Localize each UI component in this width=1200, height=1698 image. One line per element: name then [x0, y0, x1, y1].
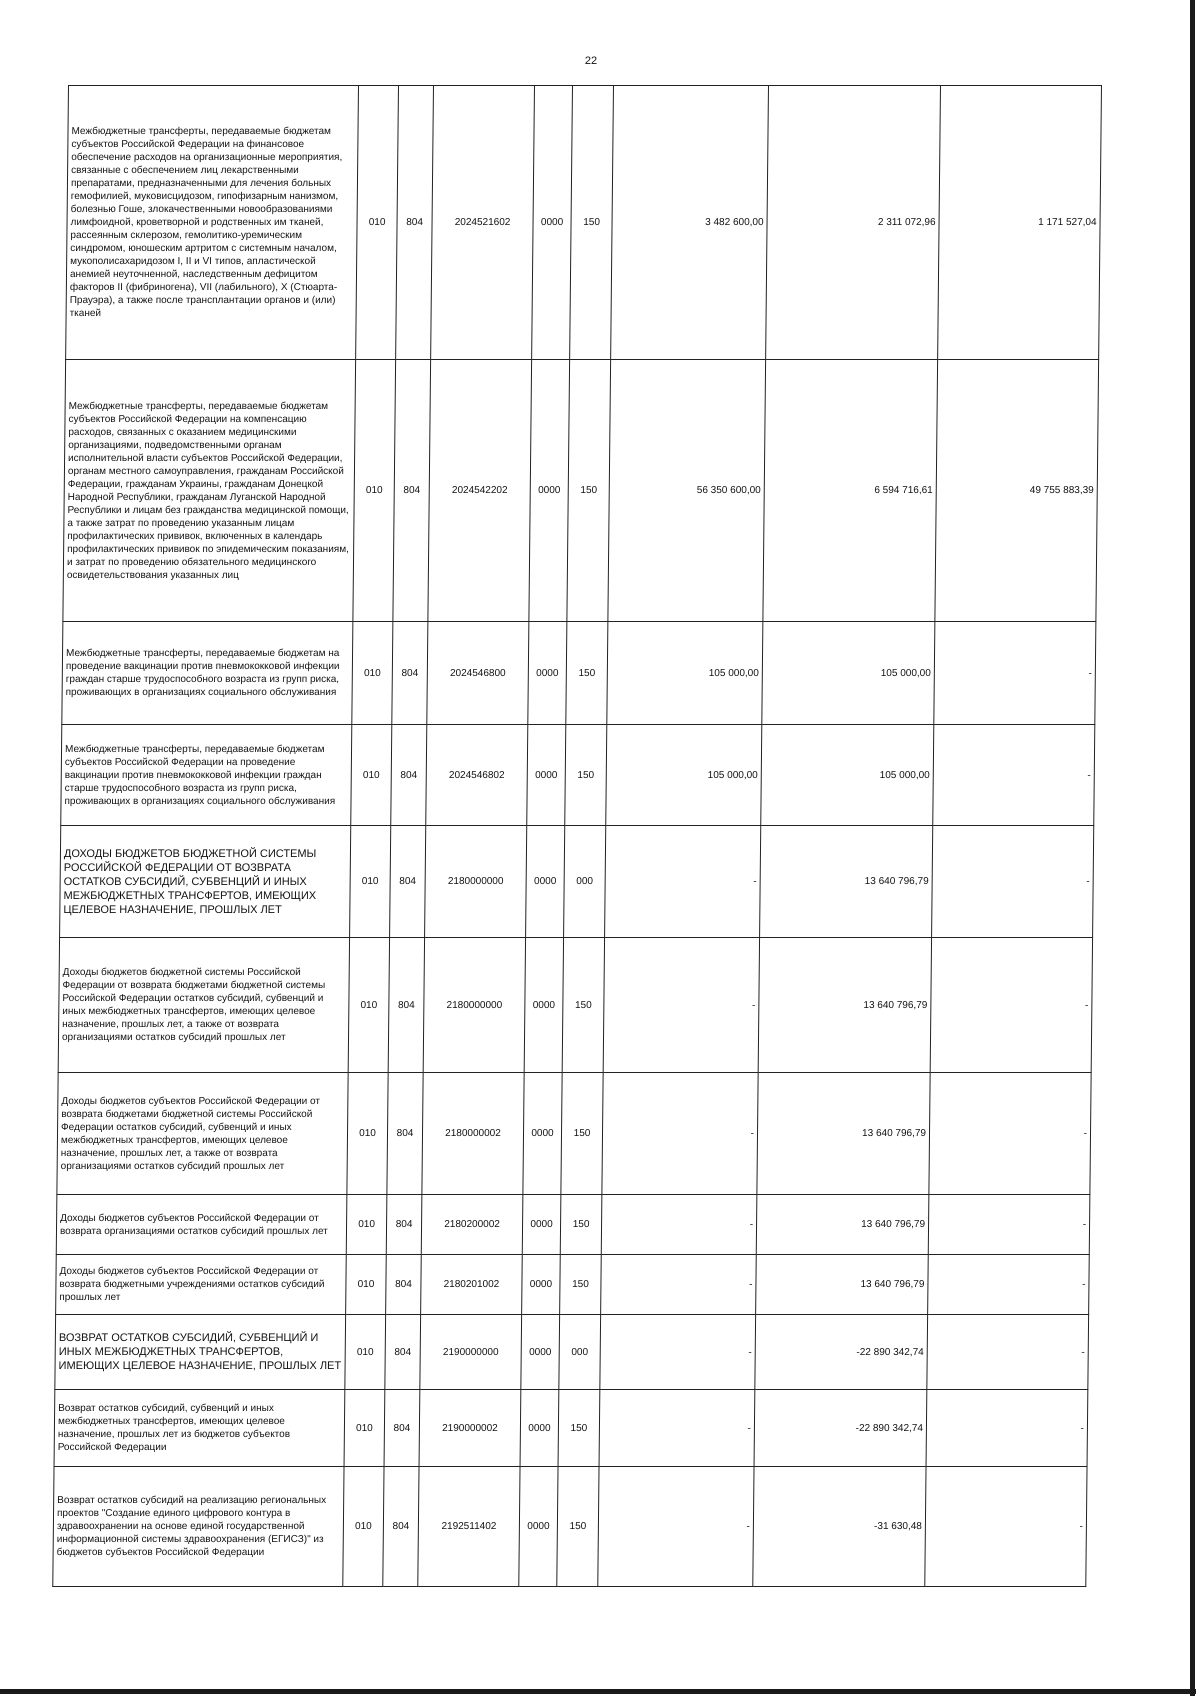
executed-amount: 6 594 716,61: [763, 360, 938, 622]
approved-amount: -: [599, 1390, 755, 1467]
page-number: 22: [584, 55, 598, 67]
row-description: Межбюджетные трансферты, передаваемые бюджетам субъектов Российской Федерации на компенсацию расходов, связанных с оказанием медицинскими организациями, подведомственными органам исполнительной власти субъектов Российской Федерации, органам местного самоуправления, гражданам Российской Федерации, гражданам Украины, гражданам Донецкой Народной Республики, гражданам Луганской Народной Республики и лицам без гражданства медицинской помощи, а также затрат по проведению указанным лицам профилактических прививок, включенных в календарь профилактических прививок по эпидемическим показаниям, и затрат по проведению обязательного медицинского освидетельствования указанных лиц: [63, 360, 356, 622]
revenue-code: 2190000002: [419, 1390, 521, 1467]
revenue-code: 2024542202: [428, 360, 532, 622]
admin-code: 010: [343, 1467, 384, 1587]
admin-code: 010: [352, 622, 393, 725]
program-code: 0000: [522, 1195, 561, 1255]
row-description: Межбюджетные трансферты, передаваемые бюджетам субъектов Российской Федерации на финансовое обеспечение расходов на организационные мероприятия, связанные с обеспечением лиц лекарственными препаратами, предназначенными для лечения больных гемофилией, муковисцидозом, гипофизарным нанизмом, болезнью Гоше, злокачественными новообразованиями лимфоидной, кроветворной и родственных им тканей, рассеянным склерозом, гемолитико-уремическим синдромом, юношеским артритом с системным началом, мукополисахаридозом I, II и VI типов, апластической анемией неуточненной, наследственным дефицитом факторов II (фибриногена), VII (лабильного), X (Стюарта-Прауэра), а также после трансплантации органов и (или) тканей: [66, 86, 359, 360]
classification-code: 150: [567, 360, 611, 622]
row-description: ВОЗВРАТ ОСТАТКОВ СУБСИДИЙ, СУБВЕНЦИЙ И ИНЫХ МЕЖБЮДЖЕТНЫХ ТРАНСФЕРТОВ, ИМЕЮЩИХ ЦЕЛЕВОЕ НАЗНАЧЕНИЕ, ПРОШЛЫХ ЛЕТ: [55, 1315, 346, 1390]
page-frame-bottom-edge: [0, 1689, 1196, 1694]
chief-admin-code: 804: [390, 826, 426, 938]
classification-code: 150: [561, 1073, 603, 1195]
remaining-amount: -: [932, 826, 1094, 938]
classification-code: 000: [559, 1315, 601, 1390]
approved-amount: -: [601, 1195, 757, 1255]
table-row: [63, 360, 1099, 622]
table-row: [60, 826, 1094, 938]
classification-code: 150: [558, 1390, 600, 1467]
table-row: [62, 622, 1096, 725]
program-code: 0000: [527, 725, 566, 826]
approved-amount: -: [602, 1073, 758, 1195]
approved-amount: 3 482 600,00: [611, 86, 769, 360]
remaining-amount: -: [930, 938, 1092, 1073]
classification-code: 000: [564, 826, 606, 938]
chief-admin-code: 804: [386, 1195, 422, 1255]
approved-amount: -: [598, 1467, 754, 1587]
budget-table: [52, 85, 1102, 1587]
executed-amount: 13 640 796,79: [757, 1073, 930, 1195]
approved-amount: -: [605, 826, 761, 938]
admin-code: 010: [350, 826, 391, 938]
chief-admin-code: 804: [393, 360, 431, 622]
executed-amount: -31 630,48: [753, 1467, 926, 1587]
chief-admin-code: 804: [385, 1315, 421, 1390]
classification-code: 150: [570, 86, 614, 360]
admin-code: 010: [353, 360, 396, 622]
approved-amount: -: [603, 938, 759, 1073]
executed-amount: 105 000,00: [761, 725, 934, 826]
row-description: Возврат остатков субсидий на реализацию региональных проектов "Создание единого цифрового контура в здравоохранении на основе единой государственной информационной системы здравоохранения (ЕГИСЗ)" из бюджетов субъектов Российской Федерации: [53, 1467, 344, 1587]
table-row: [54, 1390, 1088, 1467]
remaining-amount: -: [933, 725, 1095, 826]
admin-code: 010: [346, 1195, 387, 1255]
remaining-amount: -: [928, 1255, 1090, 1315]
program-code: 0000: [524, 938, 563, 1073]
executed-amount: 2 311 072,96: [766, 86, 941, 360]
classification-code: 150: [565, 725, 607, 826]
remaining-amount: 49 755 883,39: [935, 360, 1099, 622]
classification-code: 150: [560, 1255, 602, 1315]
revenue-code: 2024546802: [426, 725, 528, 826]
program-code: 0000: [520, 1390, 559, 1467]
row-description: Доходы бюджетов субъектов Российской Федерации от возврата бюджетами бюджетной системы Российской Федерации остатков субсидий, субвенций и иных межбюджетных трансфертов, имеющих целевое назначение, прошлых лет, а также от возврата организациями остатков субсидий прошлых лет: [57, 1073, 348, 1195]
chief-admin-code: 804: [383, 1467, 419, 1587]
program-code: 0000: [528, 622, 567, 725]
revenue-code: 2192511402: [418, 1467, 520, 1587]
executed-amount: 13 640 796,79: [758, 938, 931, 1073]
table-row: [58, 938, 1092, 1073]
row-description: Возврат остатков субсидий, субвенций и иных межбюджетных трансфертов, имеющих целевое назначение, прошлых лет из бюджетов субъектов Российской Федерации: [54, 1390, 345, 1467]
remaining-amount: 1 171 527,04: [938, 86, 1102, 360]
table-row: [57, 1073, 1091, 1195]
revenue-code: 2180000000: [425, 826, 527, 938]
table-row: [56, 1195, 1090, 1255]
admin-code: 010: [348, 938, 389, 1073]
row-description: ДОХОДЫ БЮДЖЕТОВ БЮДЖЕТНОЙ СИСТЕМЫ РОССИЙСКОЙ ФЕДЕРАЦИИ ОТ ВОЗВРАТА ОСТАТКОВ СУБСИДИЙ, СУБВЕНЦИЙ И ИНЫХ МЕЖБЮДЖЕТНЫХ ТРАНСФЕРТОВ, ИМЕЮЩИХ ЦЕЛЕВОЕ НАЗНАЧЕНИЕ, ПРОШЛЫХ ЛЕТ: [60, 826, 351, 938]
revenue-code: 2190000000: [420, 1315, 522, 1390]
executed-amount: 105 000,00: [762, 622, 935, 725]
chief-admin-code: 804: [388, 938, 424, 1073]
remaining-amount: -: [929, 1073, 1091, 1195]
table-row: [55, 1315, 1089, 1390]
table-row: [53, 1467, 1087, 1587]
table-row: [66, 86, 1102, 360]
revenue-code: 2024546800: [427, 622, 529, 725]
remaining-amount: -: [927, 1315, 1089, 1390]
revenue-code: 2180000002: [422, 1073, 524, 1195]
program-code: 0000: [526, 826, 565, 938]
page-frame-right-edge: [1190, 0, 1195, 1696]
program-code: 0000: [519, 1467, 558, 1587]
revenue-code: 2180200002: [421, 1195, 523, 1255]
executed-amount: 13 640 796,79: [756, 1255, 929, 1315]
admin-code: 010: [356, 86, 399, 360]
admin-code: 010: [346, 1255, 387, 1315]
table-row: [61, 725, 1095, 826]
approved-amount: 56 350 600,00: [608, 360, 766, 622]
approved-amount: 105 000,00: [607, 622, 763, 725]
classification-code: 150: [557, 1467, 599, 1587]
approved-amount: -: [601, 1255, 757, 1315]
chief-admin-code: 804: [396, 86, 434, 360]
chief-admin-code: 804: [391, 725, 427, 826]
chief-admin-code: 804: [387, 1073, 423, 1195]
remaining-amount: -: [928, 1195, 1090, 1255]
chief-admin-code: 804: [384, 1390, 420, 1467]
remaining-amount: -: [925, 1467, 1087, 1587]
chief-admin-code: 804: [392, 622, 428, 725]
executed-amount: 13 640 796,79: [756, 1195, 929, 1255]
row-description: Доходы бюджетов субъектов Российской Федерации от возврата бюджетными учреждениями остатков субсидий прошлых лет: [56, 1255, 347, 1315]
admin-code: 010: [347, 1073, 388, 1195]
row-description: Доходы бюджетов бюджетной системы Российской Федерации от возврата бюджетами бюджетной системы Российской Федерации остатков субсидий, субвенций и иных межбюджетных трансфертов, имеющих целевое назначение, прошлых лет, а также от возврата организациями остатков субсидий прошлых лет: [58, 938, 349, 1073]
classification-code: 150: [562, 938, 604, 1073]
program-code: 0000: [523, 1073, 562, 1195]
admin-code: 010: [345, 1315, 386, 1390]
approved-amount: 105 000,00: [606, 725, 762, 826]
row-description: Межбюджетные трансферты, передаваемые бюджетам субъектов Российской Федерации на проведение вакцинации против пневмококковой инфекции граждан старше трудоспособного возраста из групп риска, проживающих в организациях социального обслуживания: [61, 725, 352, 826]
remaining-amount: -: [926, 1390, 1088, 1467]
admin-code: 010: [344, 1390, 385, 1467]
approved-amount: -: [600, 1315, 756, 1390]
classification-code: 150: [560, 1195, 602, 1255]
executed-amount: -22 890 342,74: [754, 1390, 927, 1467]
program-code: 0000: [532, 86, 573, 360]
program-code: 0000: [522, 1255, 561, 1315]
admin-code: 010: [351, 725, 392, 826]
executed-amount: 13 640 796,79: [760, 826, 933, 938]
remaining-amount: -: [934, 622, 1096, 725]
revenue-code: 2180201002: [421, 1255, 523, 1315]
chief-admin-code: 804: [386, 1255, 422, 1315]
program-code: 0000: [521, 1315, 560, 1390]
row-description: Межбюджетные трансферты, передаваемые бюджетам на проведение вакцинации против пневмококковой инфекции граждан старше трудоспособного возраста из групп риска, проживающих в организациях социального обслуживания: [62, 622, 353, 725]
revenue-code: 2024521602: [431, 86, 535, 360]
table-row: [56, 1255, 1090, 1315]
classification-code: 150: [566, 622, 608, 725]
program-code: 0000: [529, 360, 570, 622]
row-description: Доходы бюджетов субъектов Российской Федерации от возврата организациями остатков субсидий прошлых лет: [56, 1195, 347, 1255]
executed-amount: -22 890 342,74: [755, 1315, 928, 1390]
revenue-code: 2180000000: [423, 938, 525, 1073]
